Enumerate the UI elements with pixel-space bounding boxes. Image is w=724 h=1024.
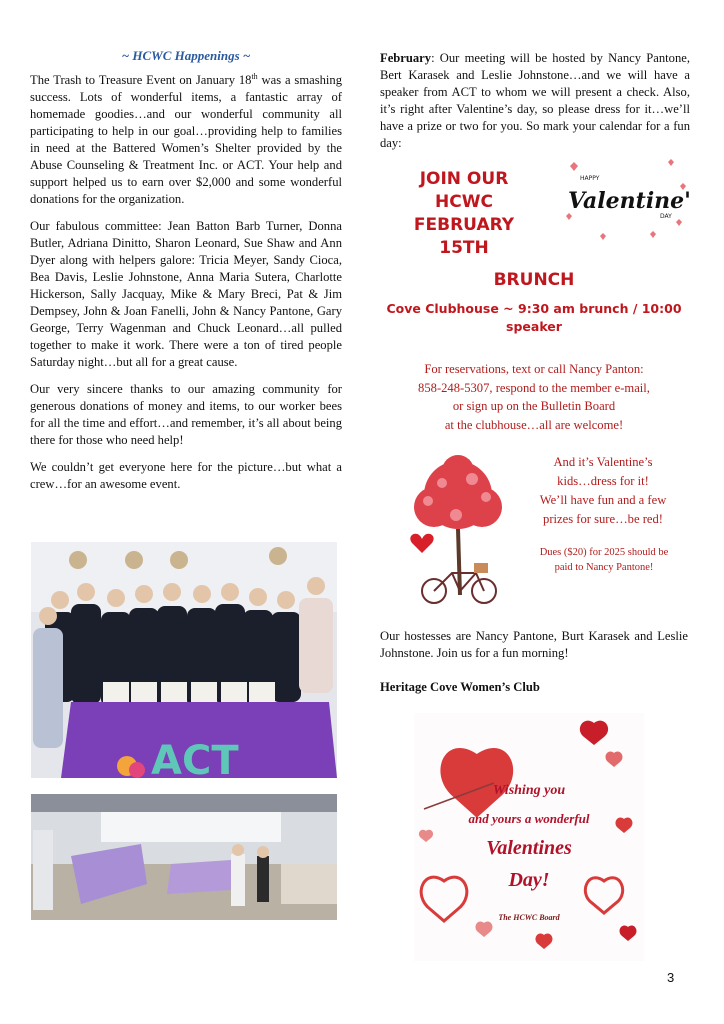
right-column	[380, 50, 690, 162]
paragraph-committee: Our fabulous committee: Jean Batton Barb Turner, Donna Butler, Adriana Dinitto, Sharon Leonard, Sue Shaw and Ann Dyer along with helpers galore: Tricia Meyer, Sandy Cioca, Bea Davis, Leslie Johnstone, Anna Maria Sutera, Charlotte Hickerson, Sally Jacquay, Mike & Mary Breci, Pat & Jim Dempsey, John & Joan Fanelli, John & Nancy Pantone, Gary George, Terry Wagenman and Chuck Leonard…all pulled together to make it work. There were a ton of tired people Saturday night…but all for a great cause.	[30, 219, 342, 369]
left-column	[30, 48, 342, 503]
brunch-heading: BRUNCH	[493, 270, 575, 290]
valentine-card-image	[414, 713, 644, 961]
group-photo	[31, 542, 337, 778]
paragraph-event: The Trash to Treasure Event on January 18th was a smashing success. Lots of wonderful items, a fantastic array of homemade goodies…and our wonderful community all participating to help in our goal…providing help to families in need at the Battered Women’s Shelter provided by the Abuse Counseling & Treatment Inc. or ACT. Your help and support helped us to earn over $2,000 and some wonderful donations for the organization.	[30, 71, 342, 206]
join-heading	[380, 168, 548, 260]
club-name: Heritage Cove Women’s Club	[380, 680, 540, 694]
reservation-info: For reservations, text or call Nancy Panton: 858-248-5307, respond to the member e-mail, or sign up on the Bulletin Board at the clubhouse…all are welcome!	[418, 362, 650, 432]
join-line: JOIN OUR	[419, 169, 509, 189]
card-signature: The HCWC Board	[498, 913, 560, 922]
svg-text:DAY: DAY	[660, 213, 672, 220]
card-greeting-line: Valentines	[486, 837, 572, 859]
paragraph-february: February: Our meeting will be hosted by Nancy Pantone, Bert Karasek and Leslie Johnstone…and we will have a speaker from ACT to whom we will present a check. Also, it’s right after Valentine’s day, so please dress for it…we’ll have a prize or two for you. So mark your calendar for a fun day:	[380, 51, 690, 150]
hostesses-paragraph: Our hostesses are Nancy Pantone, Burt Karasek and Leslie Johnstone. Join us for a fun morning!	[380, 629, 688, 660]
section-title: ~ HCWC Happenings ~	[121, 48, 251, 63]
join-line: HCWC	[435, 192, 493, 212]
valentines-dress-note: And it’s Valentine’s kids…dress for it! We’ll have fun and a few prizes for sure…be red!	[539, 455, 667, 526]
event-hall-photo	[31, 794, 337, 920]
card-greeting-line: Day!	[508, 869, 550, 891]
svg-text:HAPPY: HAPPY	[580, 175, 600, 182]
page-number: 3	[667, 970, 675, 985]
join-line: 15TH	[439, 238, 489, 258]
paragraph-thanks: Our very sincere thanks to our amazing community for generous donations of money and items, to our worker bees for all the time and effort…and remember, it’s all about being there for those who need help!	[30, 382, 342, 447]
dues-note: Dues ($20) for 2025 should be paid to Nancy Pantone!	[539, 547, 669, 573]
card-greeting-line: and yours a wonderful	[468, 811, 590, 826]
svg-text:Valentine's: Valentine's	[568, 188, 690, 214]
heart-tree-bicycle-image	[398, 445, 516, 615]
svg-text:ACT: ACT	[151, 738, 239, 778]
cove-clubhouse-details: Cove Clubhouse ~ 9:30 am brunch / 10:00 speaker	[386, 301, 682, 334]
happy-valentines-graphic	[560, 156, 690, 242]
paragraph-crew: We couldn’t get everyone here for the picture…but what a crew…for an awesome event.	[30, 460, 342, 491]
join-line: FEBRUARY	[413, 215, 515, 235]
card-greeting-line: Wishing you	[492, 783, 566, 798]
